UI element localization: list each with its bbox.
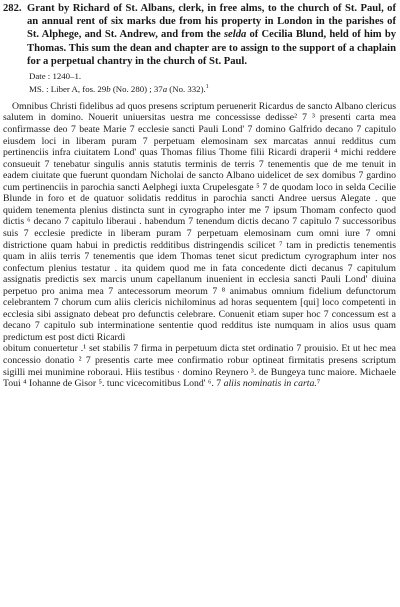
- ms-ref-b: (No. 280) ; 37: [110, 83, 163, 94]
- ms-folio-side-b: b: [106, 83, 111, 94]
- charter-tail-italic: aliis nominatis in carta.: [223, 378, 317, 390]
- summary-text: Grant by Richard of St. Albans, clerk, in free alms, to the church of St. Paul, of an annual rent of six marks due from his property in London in the parishes of St. Alphege, and St. Andrew, and from the: [27, 3, 396, 41]
- summary-text-end: of Cecilia Blund, held of him by Thomas. This sum the dean and chapter are to assign to the support of a chaplain for a perpetual chantry in the church of St. Paul.: [27, 29, 397, 67]
- ms-ref-c: (No. 332).: [167, 83, 206, 94]
- date-value: 1240–1.: [52, 71, 82, 82]
- entry-number: 282.: [3, 3, 22, 14]
- ms-footnote-mark: 1: [205, 84, 209, 91]
- ms-label: MS. :: [29, 83, 49, 94]
- charter-text-continued: [3, 343, 396, 389]
- charter-tail-note: ⁷: [316, 378, 321, 390]
- entry-ms-line: [29, 82, 396, 95]
- date-label: Date :: [29, 71, 51, 82]
- ms-ref-a: Liber A, fos. 29: [50, 83, 107, 94]
- charter-text: Omnibus Christi fidelibus ad quos presens scriptum peruenerit Ricardus de sancto Albano clericus salutem in domino. Nouerit uniuersitas uestra me concessisse dedisse² 7 ³ presenti carta mea confirmasse deo 7 beate Marie 7 ecclesie sancti Pauli Lond' 7 domino Galfrido decano 7 capitulo eiusdem loci in liberam puram 7 perpetuam elemosinam sex marcatas annui redditus cum pertinenciis infra ciuitatem Lond' quas Thomas filius Thome filii Ricardi draperii ⁴ michi reddere consueuit 7 tenebatur singulis annis statutis terminis de terris 7 tenementis que de me tenuit in eadem ciuitate que fuerunt quondam Nicholai de sancto Albano uidelicet de sex domibus 7 gardino cum pertinenciis in parochia sancti Aelphegi iuxta Crupelesgate ⁵ 7 de quodam loco in selda Cecilie Blunde in foro et de quatuor solidatis redditus in parochia sancti Andree uersus Alegate . que quidem tenementa plenius distincta sunt in cyrographo inter me 7 ipsum Thomam confecto quod dictis ⁶ decano 7 capitulo liberaui . habendum 7 tenendum dictis decano 7 capitulo 7 successoribus suis 7 ecclesie predicte in liberam puram 7 perpetuam elemosinam cum omni iure 7 omni districtione quam habui in predictis redditibus distringendis scilicet ⁷ tam in predictis tenementis quam in aliis terris 7 tenementis que idem Thomas tenet sicut predictum cyrographum inter nos confectum plenius testatur . ita quidem quod me in fata concedente dicti decanus 7 capitulum assignatis predictis sex marcis unum capellanum inuenient in ecclesia sancti Pauli Lond' diuina perpetuo pro anima mea 7 antecessorum meorum 7 ⁸ animabus omnium fidelium defunctorum celebrantem 7 chorum cum aliis clericis nichilominus ad horas sequentem [qui] loco competenti in ecclesia sibi assignato debeat pro defunctis celebrare. Conuenit etiam super hoc 7 concessum est a decano 7 capitulo sub interminatione sententie quod redditus iste numquam in alios usus quam predictum est post dicti Ricardi: [3, 100, 396, 343]
- entry-date-line: [29, 71, 396, 82]
- summary-italic-word: selda: [223, 29, 247, 41]
- ms-folio-side-a: a: [162, 83, 168, 94]
- charter-tail: obitum conuertetur .¹ set stabilis 7 firma in perpetuum dicta stet ordinatio 7 prouisio. Et ut hec mea concessio donatio ² 7 presentis carte mee confirmatio robur optineat firmitatis presens scriptum sigilli mei munimine roboraui. Hiis testibus · domino Reynero ³. de Bungeya tunc maiore. Michaele Toui ⁴ Iohanne de Gisor ⁵. tunc vicecomitibus Lond' ⁶. 7: [3, 343, 396, 390]
- entry-summary: [27, 2, 396, 68]
- entry-heading: [3, 2, 396, 68]
